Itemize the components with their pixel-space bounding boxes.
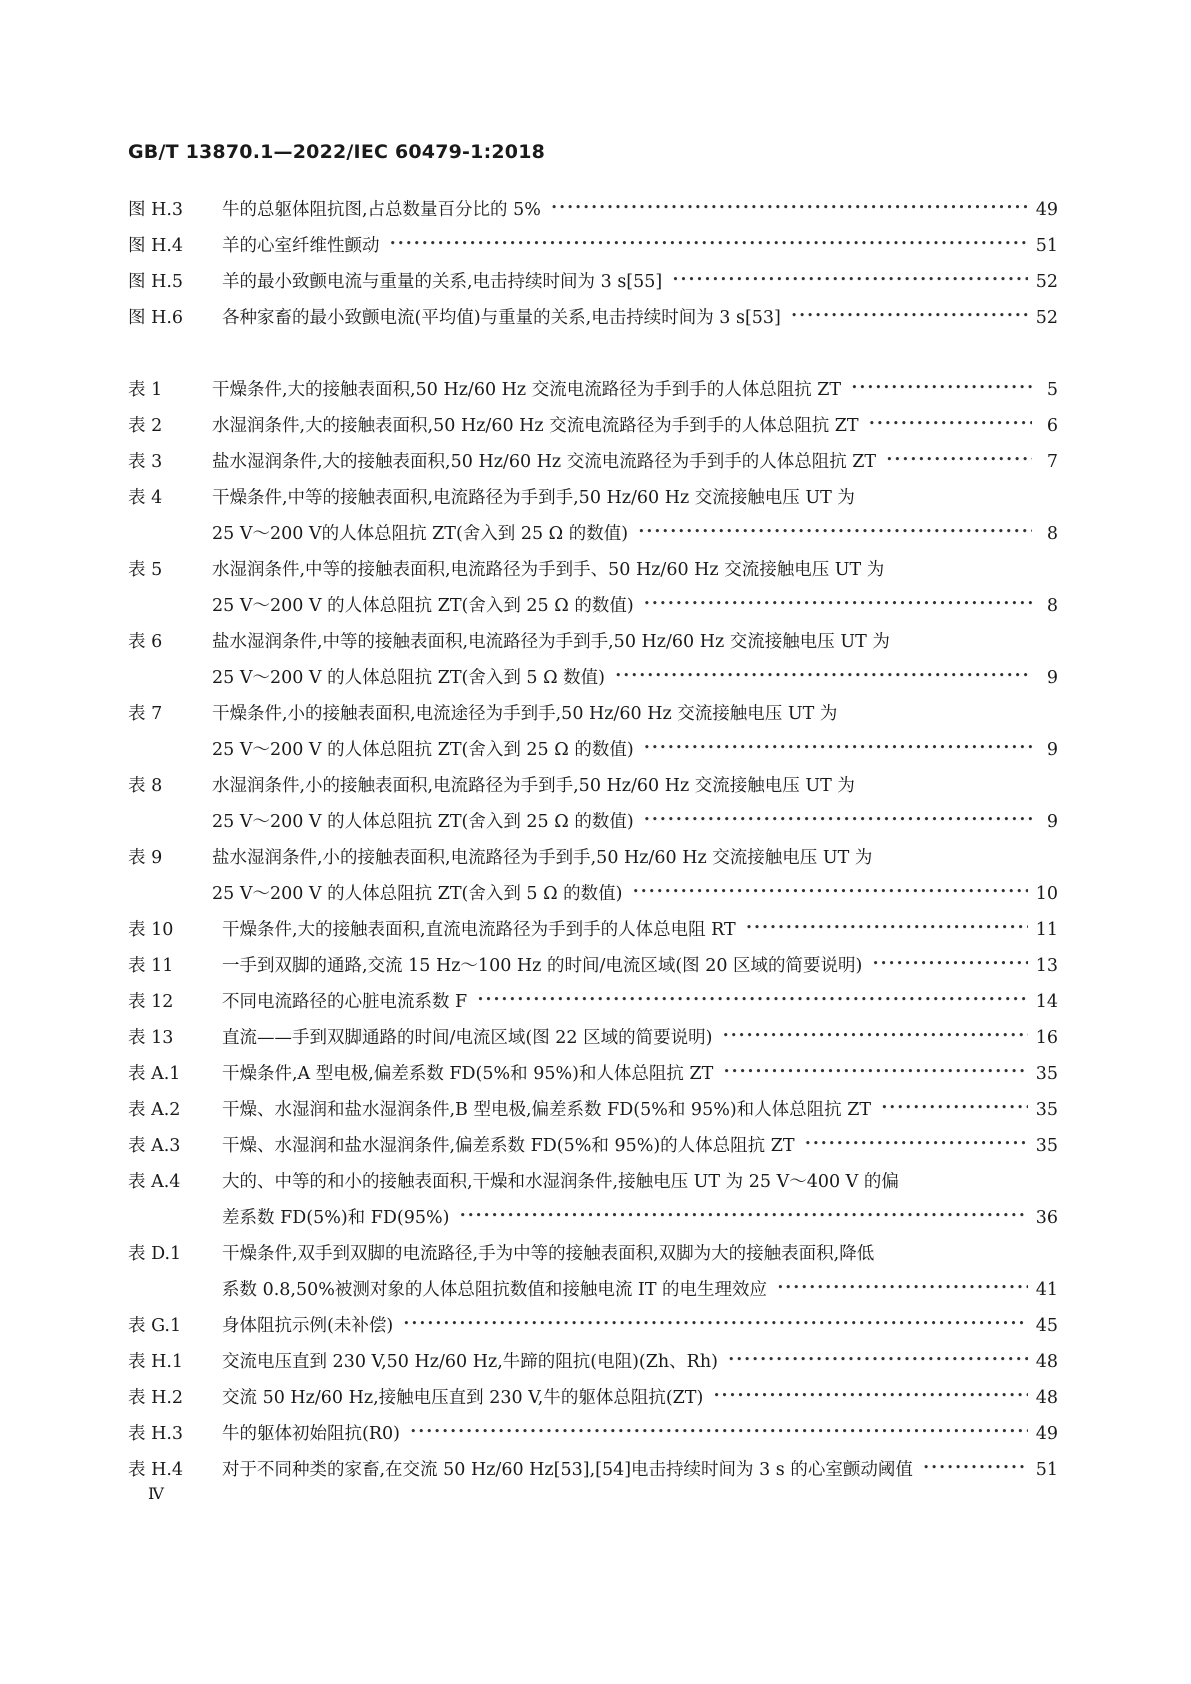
leader-dots [881,1090,1028,1126]
entry-page-number: 35 [1035,1136,1058,1156]
table-entry[interactable] [128,1236,1058,1308]
entry-page-number: 14 [1035,992,1058,1012]
entry-label: 表 H.2 [128,1388,184,1408]
entry-label: 图 H.5 [128,272,184,292]
entry-title: 水湿润条件,小的接触表面积,电流路径为手到手,50 Hz/60 Hz 交流接触电压 UT 为 [212,776,855,796]
entry-title: 干燥条件,大的接触表面积,50 Hz/60 Hz 交流电流路径为手到手的人体总阻抗 ZT [212,380,842,400]
leader-dots [390,226,1028,262]
leader-dots [805,1126,1028,1162]
entry-label: 表 H.4 [128,1460,184,1480]
entry-label: 表 A.3 [128,1136,181,1156]
entry-label: 表 D.1 [128,1244,182,1264]
table-entry[interactable] [128,1164,1058,1236]
entry-page-number: 10 [1035,884,1058,904]
entry-page-number: 9 [1046,740,1058,760]
table-of-contents [128,192,1058,1488]
leader-dots [633,874,1028,910]
entry-title: 大的、中等的和小的接触表面积,干燥和水湿润条件,接触电压 UT 为 25 V～400 V 的偏 [222,1172,899,1192]
entry-title: 对于不同种类的家畜,在交流 50 Hz/60 Hz[53],[54]电击持续时间为 3 s 的心室颤动阈值 [222,1460,913,1480]
leader-dots [615,658,1032,694]
table-entry[interactable] [128,1308,1058,1344]
table-entry[interactable] [128,552,1058,624]
entry-page-number: 6 [1046,416,1058,436]
entry-title: 各种家畜的最小致颤电流(平均值)与重量的关系,电击持续时间为 3 s[53] [222,308,781,328]
entry-page-number: 51 [1035,1460,1058,1480]
entry-title-continued: 25 V～200 V 的人体总阻抗 ZT(舍入到 25 Ω 的数值) [212,740,634,760]
table-list [128,372,1058,1488]
table-entry[interactable] [128,1416,1058,1452]
entry-title: 干燥、水湿润和盐水湿润条件,偏差系数 FD(5%和 95%)的人体总阻抗 ZT [222,1136,795,1156]
entry-page-number: 9 [1046,668,1058,688]
leader-dots [477,982,1028,1018]
figure-entry[interactable] [128,228,1058,264]
leader-dots [728,1342,1028,1378]
entry-page-number: 51 [1035,236,1058,256]
leader-dots [403,1306,1028,1342]
table-entry[interactable] [128,1344,1058,1380]
entry-label: 图 H.4 [128,236,184,256]
leader-dots [459,1198,1027,1234]
figure-list [128,192,1058,336]
entry-page-number: 36 [1035,1208,1058,1228]
entry-label: 表 3 [128,452,163,472]
table-entry[interactable] [128,948,1058,984]
entry-label: 表 13 [128,1028,174,1048]
entry-page-number: 8 [1046,596,1058,616]
entry-page-number: 35 [1035,1100,1058,1120]
entry-label: 表 5 [128,560,163,580]
entry-title: 牛的躯体初始阻抗(R0) [222,1424,400,1444]
entry-label: 表 6 [128,632,163,652]
entry-title-continued: 25 V～200 V 的人体总阻抗 ZT(舍入到 25 Ω 的数值) [212,812,634,832]
entry-title: 牛的总躯体阻抗图,占总数量百分比的 5% [222,200,541,220]
leader-dots [551,190,1028,226]
entry-label: 表 G.1 [128,1316,182,1336]
entry-title: 羊的最小致颤电流与重量的关系,电击持续时间为 3 s[55] [222,272,663,292]
entry-label: 表 H.1 [128,1352,184,1372]
entry-label: 图 H.3 [128,200,184,220]
entry-page-number: 52 [1035,272,1058,292]
table-entry[interactable] [128,768,1058,840]
entry-title-continued: 25 V～200 V的人体总阻抗 ZT(舍入到 25 Ω 的数值) [212,524,629,544]
table-entry[interactable] [128,984,1058,1020]
table-entry[interactable] [128,1056,1058,1092]
entry-label: 表 H.3 [128,1424,184,1444]
section-gap [128,336,1058,372]
figure-entry[interactable] [128,300,1058,336]
leader-dots [644,802,1032,838]
entry-page-number: 7 [1046,452,1058,472]
leader-dots [872,946,1027,982]
leader-dots [851,370,1032,406]
entry-page-number: 45 [1035,1316,1058,1336]
entry-title: 盐水湿润条件,大的接触表面积,50 Hz/60 Hz 交流电流路径为手到手的人体总阻抗 ZT [212,452,877,472]
leader-dots [869,406,1032,442]
table-entry[interactable] [128,912,1058,948]
table-entry[interactable] [128,840,1058,912]
entry-title-continued: 系数 0.8,50%被测对象的人体总阻抗数值和接触电流 IT 的电生理效应 [222,1280,768,1300]
entry-title: 干燥条件,双手到双脚的电流路径,手为中等的接触表面积,双脚为大的接触表面积,降低 [222,1244,875,1264]
entry-title: 不同电流路径的心脏电流系数 F [222,992,468,1012]
leader-dots [672,262,1027,298]
table-entry[interactable] [128,1380,1058,1416]
entry-label: 表 A.4 [128,1172,181,1192]
table-entry[interactable] [128,624,1058,696]
entry-page-number: 49 [1035,200,1058,220]
leader-dots [746,910,1028,946]
entry-title-continued: 25 V～200 V 的人体总阻抗 ZT(舍入到 25 Ω 的数值) [212,596,634,616]
table-entry[interactable] [128,444,1058,480]
entry-label: 表 1 [128,380,163,400]
entry-page-number: 16 [1035,1028,1058,1048]
entry-label: 表 11 [128,956,174,976]
leader-dots [644,730,1032,766]
entry-title: 干燥条件,中等的接触表面积,电流路径为手到手,50 Hz/60 Hz 交流接触电压 UT 为 [212,488,855,508]
leader-dots [791,298,1028,334]
leader-dots [722,1018,1027,1054]
leader-dots [644,586,1032,622]
page-number: Ⅳ [148,1484,164,1503]
entry-page-number: 5 [1046,380,1058,400]
leader-dots [723,1054,1027,1090]
entry-label: 表 12 [128,992,174,1012]
table-entry[interactable] [128,408,1058,444]
entry-title: 身体阻抗示例(未补偿) [222,1316,394,1336]
table-entry[interactable] [128,1452,1058,1488]
leader-dots [923,1450,1028,1486]
entry-label: 表 4 [128,488,163,508]
entry-page-number: 48 [1035,1352,1058,1372]
table-entry[interactable] [128,480,1058,552]
entry-page-number: 13 [1035,956,1058,976]
leader-dots [638,514,1032,550]
entry-page-number: 35 [1035,1064,1058,1084]
entry-label: 表 8 [128,776,163,796]
entry-title: 干燥、水湿润和盐水湿润条件,B 型电极,偏差系数 FD(5%和 95%)和人体总阻抗 ZT [222,1100,872,1120]
entry-title: 直流——手到双脚通路的时间/电流区域(图 22 区域的简要说明) [222,1028,713,1048]
figure-entry[interactable] [128,264,1058,300]
leader-dots [777,1270,1028,1306]
entry-title-continued: 25 V～200 V 的人体总阻抗 ZT(舍入到 5 Ω 数值) [212,668,606,688]
table-entry[interactable] [128,372,1058,408]
leader-dots [410,1414,1028,1450]
entry-label: 表 A.2 [128,1100,181,1120]
entry-title: 水湿润条件,大的接触表面积,50 Hz/60 Hz 交流电流路径为手到手的人体总阻抗 ZT [212,416,859,436]
entry-page-number: 41 [1035,1280,1058,1300]
entry-title-continued: 25 V～200 V 的人体总阻抗 ZT(舍入到 5 Ω 的数值) [212,884,623,904]
entry-label: 表 A.1 [128,1064,181,1084]
entry-label: 表 10 [128,920,174,940]
entry-title: 一手到双脚的通路,交流 15 Hz～100 Hz 的时间/电流区域(图 20 区域的简要说明) [222,956,863,976]
entry-label: 图 H.6 [128,308,184,328]
leader-dots [713,1378,1027,1414]
entry-page-number: 9 [1046,812,1058,832]
entry-title: 水湿润条件,中等的接触表面积,电流路径为手到手、50 Hz/60 Hz 交流接触电压 UT 为 [212,560,885,580]
table-entry[interactable] [128,696,1058,768]
entry-label: 表 2 [128,416,163,436]
entry-page-number: 49 [1035,1424,1058,1444]
entry-title: 干燥条件,大的接触表面积,直流电流路径为手到手的人体总电阻 RT [222,920,736,940]
entry-label: 表 9 [128,848,163,868]
table-entry[interactable] [128,1128,1058,1164]
document-header: GB/T 13870.1—2022/IEC 60479-1:2018 [128,141,546,163]
entry-page-number: 8 [1046,524,1058,544]
table-entry[interactable] [128,1020,1058,1056]
entry-title: 交流电压直到 230 V,50 Hz/60 Hz,牛蹄的阻抗(电阻)(Zh、Rh) [222,1352,718,1372]
entry-title: 羊的心室纤维性颤动 [222,236,380,256]
entry-title: 干燥条件,小的接触表面积,电流途径为手到手,50 Hz/60 Hz 交流接触电压 UT 为 [212,704,838,724]
entry-label: 表 7 [128,704,163,724]
figure-entry[interactable] [128,192,1058,228]
entry-page-number: 48 [1035,1388,1058,1408]
entry-page-number: 11 [1035,920,1058,940]
entry-title: 干燥条件,A 型电极,偏差系数 FD(5%和 95%)和人体总阻抗 ZT [222,1064,714,1084]
entry-title: 盐水湿润条件,小的接触表面积,电流路径为手到手,50 Hz/60 Hz 交流接触电压 UT 为 [212,848,873,868]
table-entry[interactable] [128,1092,1058,1128]
entry-page-number: 52 [1035,308,1058,328]
entry-title: 交流 50 Hz/60 Hz,接触电压直到 230 V,牛的躯体总阻抗(ZT) [222,1388,704,1408]
entry-title-continued: 差系数 FD(5%)和 FD(95%) [222,1208,450,1228]
leader-dots [886,442,1032,478]
entry-title: 盐水湿润条件,中等的接触表面积,电流路径为手到手,50 Hz/60 Hz 交流接触电压 UT 为 [212,632,890,652]
